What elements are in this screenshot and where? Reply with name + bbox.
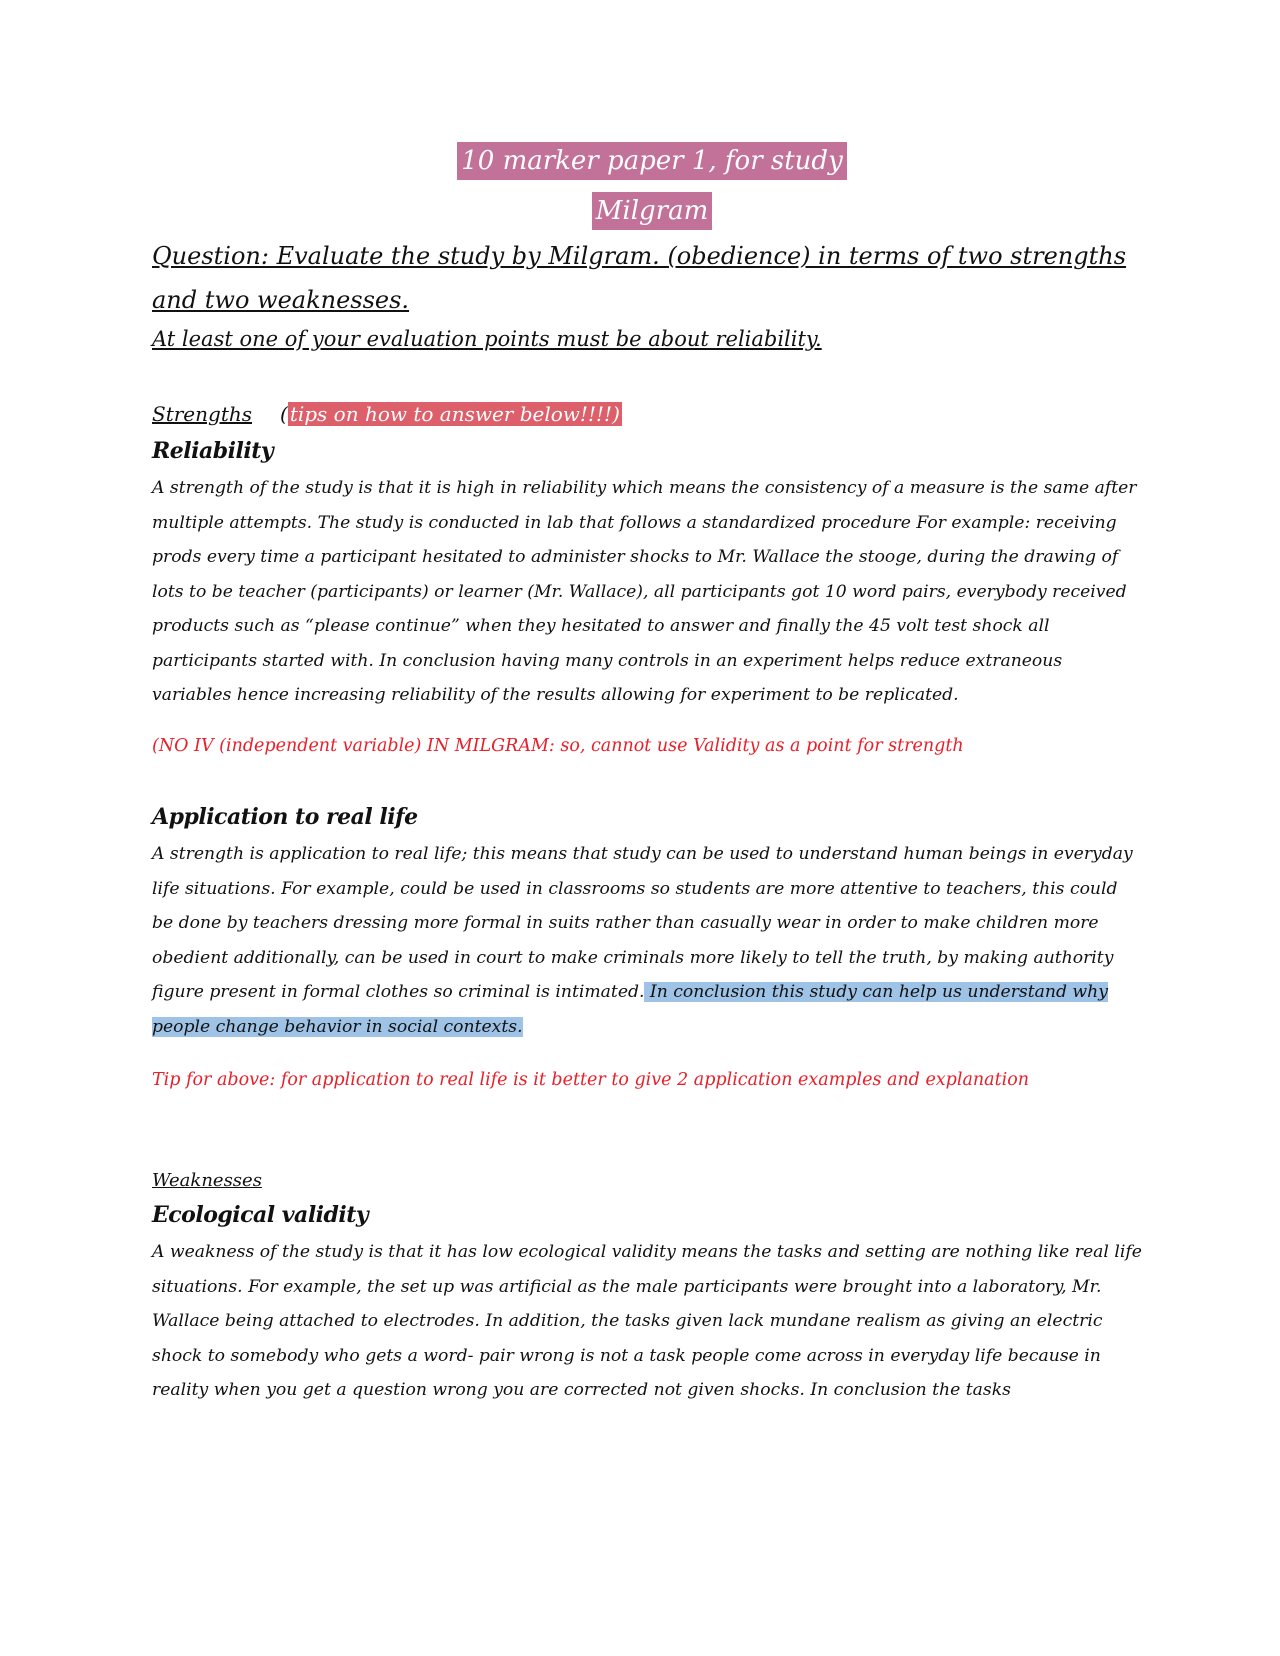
strengths-label: Strengths: [152, 402, 252, 426]
weaknesses-label: Weaknesses: [152, 1170, 262, 1191]
question-line-2: and two weaknesses.: [152, 286, 410, 314]
application-text: A strength is application to real life; this means that study can be used to understand human beings in everyday life situations. For example, could be used in classrooms so students are more attentive to teachers, this could be done by teachers dressing more formal in suits rather than casually wear in order to make children more obedient additionally, can be used in court to make criminals more likely to tell the truth, by making authority figure present in formal clothes so criminal is intimated.: [152, 844, 1133, 1002]
application-heading: Application to real life: [152, 804, 418, 830]
tips-highlight: tips on how to answer below!!!!): [289, 402, 620, 426]
application-highlighted-conclusion: In conclusion this study can help us understand why people change behavior in social contexts.: [152, 982, 1108, 1037]
question-line-1: Question: Evaluate the study by Milgram. (obedience) in terms of two strengths: [152, 242, 1127, 270]
document-title-line-2: Milgram: [592, 192, 712, 230]
ecological-validity-heading: Ecological validity: [152, 1202, 369, 1228]
tips-note: [280, 400, 622, 428]
reliability-heading: Reliability: [152, 438, 274, 464]
application-paragraph: [152, 837, 1142, 1044]
document-title-line-1: 10 marker paper 1, for study: [457, 142, 847, 180]
tips-paren: (: [280, 402, 288, 426]
application-tip: Tip for above: for application to real life is it better to give 2 application examples and explanation: [152, 1070, 1030, 1090]
question-requirement: At least one of your evaluation points must be about reliability.: [152, 327, 822, 351]
title-line-1-wrap: [152, 142, 1152, 180]
title-line-2-wrap: [152, 192, 1152, 230]
validity-note: (NO IV (independent variable) IN MILGRAM: so, cannot use Validity as a point for strength: [152, 736, 964, 756]
reliability-paragraph: A strength of the study is that it is high in reliability which means the consistency of a measure is the same after multiple attempts. The study is conducted in lab that follows a standardized procedure For example: receiving prods every time a participant hesitated to administer shocks to Mr. Wallace the stooge, during the drawing of lots to be teacher (participants) or learner (Mr. Wallace), all participants got 10 word pairs, everybody received products such as “please continue” when they hesitated to answer and finally the 45 volt test shock all participants started with. In conclusion having many controls in an experiment helps reduce extraneous variables hence increasing reliability of the results allowing for experiment to be replicated.: [152, 478, 1137, 705]
ecological-validity-paragraph: A weakness of the study is that it has low ecological validity means the tasks and setting are nothing like real life situations. For example, the set up was artificial as the male participants were brought into a laboratory, Mr. Wallace being attached to electrodes. In addition, the tasks given lack mundane realism as giving an electric shock to somebody who gets a word- pair wrong is not a task people come across in everyday life because in reality when you get a question wrong you are corrected not given shocks. In conclusion the tasks: [152, 1242, 1142, 1400]
